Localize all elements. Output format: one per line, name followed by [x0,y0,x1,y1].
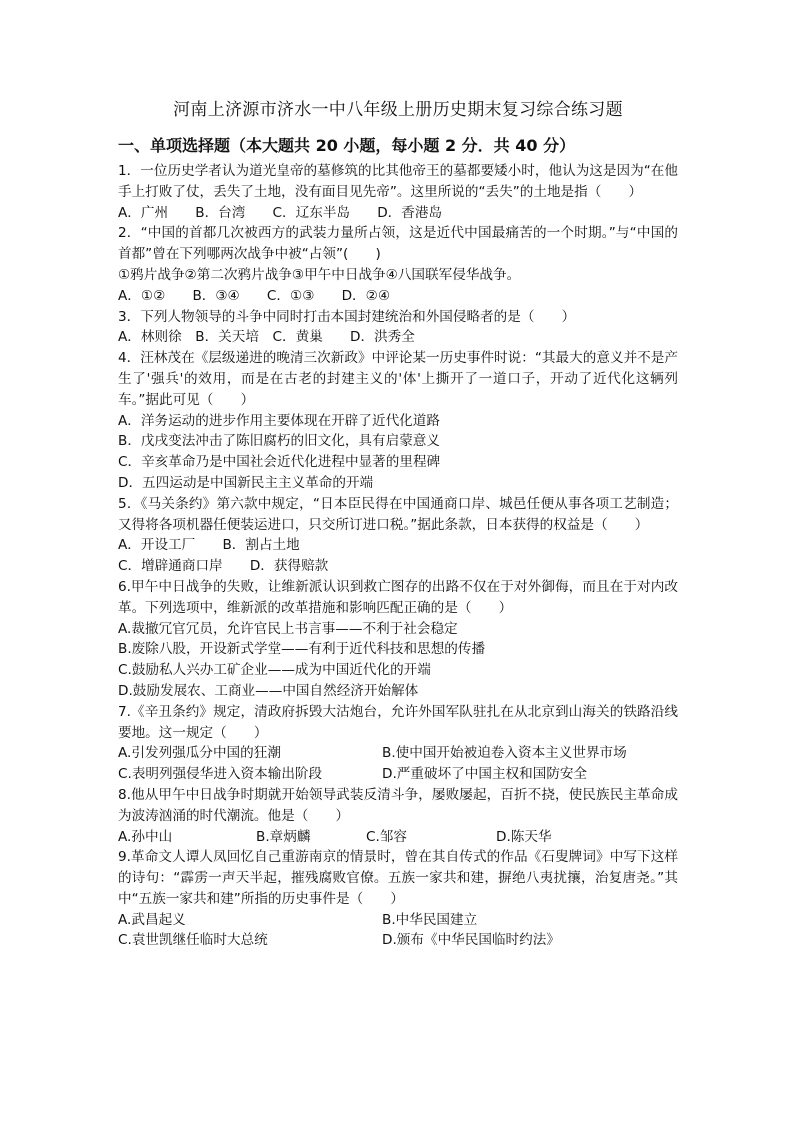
question-6 [118,577,678,702]
option-b: B.中华民国建立 [382,911,478,928]
option-b: B.使中国开始被迫卷入资本主义世界市场 [382,745,627,762]
question-3 [118,307,678,349]
option-b: B.废除八股，开设新式学堂——有利于近代科技和思想的传播 [118,641,486,658]
question-4 [118,348,678,494]
option-a: A.武昌起义 [118,911,186,928]
question-stem: 4．汪林茂在《层级递进的晚清三次新政》中评论某一历史事件时说：“其最大的意义并不是产生了'强兵'的效用，而是在古老的封建主义的'体'上撕开了一道口子，开动了近代化这辆列车。”据此可见（ ） [118,350,678,408]
option-a: A.孙中山 [118,828,173,845]
question-options: A．林则徐 B．关天培 C．黄巢 D．洪秀全 [118,329,415,346]
question-options: A．广州 B．台湾 C．辽东半岛 D．香港岛 [118,204,443,221]
options-row-1: A．开设工厂 B．割占土地 [118,537,300,554]
option-d: D.鼓励发展农、工商业——中国自然经济开始解体 [118,682,419,699]
question-7 [118,702,678,785]
section-heading: 一、单项选择题（本大题共 20 小题，每小题 2 分．共 40 分） [118,136,576,155]
exam-page [118,98,678,951]
options-grid [118,910,678,952]
question-options: A．①② B．③④ C．①③ D．②④ [118,287,391,304]
options-grid [118,743,678,785]
option-d: D．五四运动是中国新民主主义革命的开端 [118,474,374,491]
question-stem: 7.《辛丑条约》规定，清政府拆毁大沽炮台，允许外国军队驻扎在从北京到山海关的铁路沿线要地。这一规定（ ） [118,703,678,741]
option-a: A．洋务运动的进步作用主要体现在开辟了近代化道路 [118,412,440,429]
option-c: C．辛亥革命乃是中国社会近代化进程中显著的里程碑 [118,454,441,471]
option-c: C.鼓励私人兴办工矿企业——成为中国近代化的开端 [118,662,431,679]
question-2 [118,223,678,306]
options-row-2: C．增辟通商口岸 D．获得赔款 [118,558,329,575]
page-title: 河南上济源市济水一中八年级上册历史期末复习综合练习题 [173,100,623,120]
question-stem: 1．一位历史学者认为道光皇帝的墓修筑的比其他帝王的墓都要矮小时，他认为这是因为“在他手上打败了仗，丢失了土地，没有面目见先帝”。这里所说的“丢失”的土地是指（ ） [118,163,678,200]
option-d: D.陈天华 [496,828,552,845]
question-stem: 3．下列人物领导的斗争中同时打击本国封建统治和外国侵略者的是（ ） [118,308,576,325]
option-a: A.裁撤冗官冗员，允许官民上书言事——不利于社会稳定 [118,620,458,637]
question-stem: 5．《马关条约》第六款中规定，“日本臣民得在中国通商口岸、城邑任便从事各项工艺制造；又得将各项机器任便装运进口，只交所订进口税。”据此条款，日本获得的权益是（ ） [118,495,678,533]
question-stem: 2．“中国的首都几次被西方的武装力量所占领，这是近代中国最痛苦的一个时期。”与“中国的首都”曾在下列哪两次战争中被“占领”( ) [118,225,678,263]
option-b: B．戊戌变法冲击了陈旧腐朽的旧文化，具有启蒙意义 [118,433,440,450]
question-stem: 9.革命文人谭人凤回忆自己重游南京的情景时，曾在其自传式的作品《石叟牌词》中写下这样的诗句：“霹雳一声天半起，摧残腐败官僚。五族一家共和建，摒绝八夷扰攘，治复唐尧。”其中“五族一家共和建”所指的历史事件是（ ） [118,849,678,907]
option-c: C.袁世凯继任临时大总统 [118,932,268,949]
question-5 [118,494,678,577]
option-d: D.严重破坏了中国主权和国防安全 [382,766,588,783]
option-b: B.章炳麟 [256,828,311,845]
question-9 [118,847,678,951]
options-grid [118,827,678,848]
question-8 [118,785,678,847]
option-c: C.表明列强侵华进入资本输出阶段 [118,766,323,783]
question-stem: 8.他从甲午中日战争时期就开始领导武装反清斗争，屡败屡起，百折不挠，使民族民主革命成为波涛汹涌的时代潮流。他是（ ） [118,786,678,824]
option-d: D.颁布《中华民国临时约法》 [382,932,560,949]
question-sub-list: ①鸦片战争②第二次鸦片战争③甲午中日战争④八国联军侵华战争。 [118,266,521,283]
question-stem: 6.甲午中日战争的失败，让维新派认识到救亡图存的出路不仅在于对外御侮，而且在于对内改革。下列选项中，维新派的改革措施和影响匹配正确的是（ ） [118,578,678,616]
option-c: C.邹容 [366,828,408,845]
question-1 [118,161,678,223]
option-a: A.引发列强瓜分中国的狂潮 [118,745,281,762]
